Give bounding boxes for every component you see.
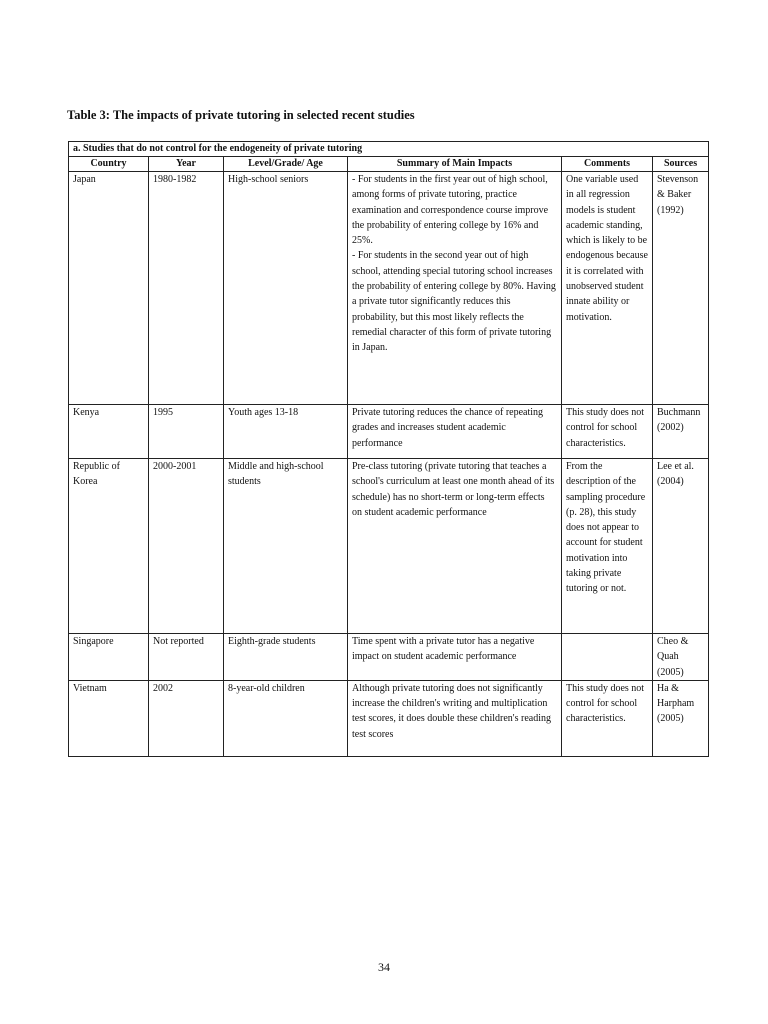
cell-country: Singapore	[69, 634, 149, 681]
cell-year: 2002	[149, 680, 224, 756]
summary-paragraph: - For students in the second year out of high school, attending special tutoring school increases the probability of entering college by 80%. Having a private tutor significantly reduces this probability, but this most likely reflects the remedial character of this form of private tutoring in Japan.	[352, 250, 556, 354]
summary-paragraph: - For students in the first year out of high school, among forms of private tutoring, practice examination and correspondence course improve the probability of entering college by 16% and 25%.	[352, 174, 549, 247]
cell-level: 8-year-old children	[224, 680, 348, 756]
impacts-table	[68, 141, 709, 757]
cell-summary	[348, 405, 562, 459]
section-heading-row	[69, 142, 709, 157]
cell-country: Japan	[69, 172, 149, 405]
cell-level: Youth ages 13-18	[224, 405, 348, 459]
column-header-comments: Comments	[562, 157, 653, 172]
summary-paragraph: Although private tutoring does not significantly increase the children's writing and multiplication test scores, it does double these children's reading test scores	[352, 682, 551, 740]
cell-sources: Buchmann (2002)	[653, 405, 709, 459]
cell-summary	[348, 459, 562, 634]
table-row	[69, 405, 709, 459]
cell-summary	[348, 680, 562, 756]
summary-paragraph: Pre-class tutoring (private tutoring that teaches a school's curriculum at least one month ahead of its schedule) has no short-term or long-term effects on student academic performance	[352, 461, 555, 518]
cell-level: High-school seniors	[224, 172, 348, 405]
cell-summary	[348, 634, 562, 681]
cell-summary	[348, 172, 562, 405]
cell-comments	[562, 634, 653, 681]
summary-paragraph: Time spent with a private tutor has a negative impact on student academic performance	[352, 636, 535, 663]
column-header-summary: Summary of Main Impacts	[348, 157, 562, 172]
cell-level: Eighth-grade students	[224, 634, 348, 681]
column-header-row	[69, 157, 709, 172]
table-row	[69, 634, 709, 681]
column-header-country: Country	[69, 157, 149, 172]
cell-sources: Cheo & Quah (2005)	[653, 634, 709, 681]
cell-comments: This study does not control for school characteristics.	[562, 405, 653, 459]
cell-comments: One variable used in all regression models is student academic standing, which is likely to be endogenous because it is correlated with unobserved student innate ability or motivation.	[562, 172, 653, 405]
summary-paragraph: Private tutoring reduces the chance of repeating grades and increases student academic performance	[352, 407, 544, 449]
cell-country: Kenya	[69, 405, 149, 459]
table-row	[69, 680, 709, 756]
cell-sources: Ha & Harpham (2005)	[653, 680, 709, 756]
cell-year: 1980-1982	[149, 172, 224, 405]
cell-sources: Lee et al. (2004)	[653, 459, 709, 634]
cell-comments: This study does not control for school characteristics.	[562, 680, 653, 756]
cell-year: 1995	[149, 405, 224, 459]
cell-comments: From the description of the sampling procedure (p. 28), this study does not appear to account for student motivation into taking private tutoring or not.	[562, 459, 653, 634]
cell-country: Vietnam	[69, 680, 149, 756]
cell-year: 2000-2001	[149, 459, 224, 634]
page-number: 34	[378, 960, 390, 974]
table-row	[69, 172, 709, 405]
column-header-year: Year	[149, 157, 224, 172]
cell-sources: Stevenson & Baker (1992)	[653, 172, 709, 405]
cell-level: Middle and high-school students	[224, 459, 348, 634]
column-header-level: Level/Grade/ Age	[224, 157, 348, 172]
section-heading: a. Studies that do not control for the endogeneity of private tutoring	[69, 142, 709, 157]
cell-country: Republic of Korea	[69, 459, 149, 634]
column-header-sources: Sources	[653, 157, 709, 172]
table-row	[69, 459, 709, 634]
table-title: Table 3: The impacts of private tutoring in selected recent studies	[67, 108, 415, 122]
cell-year: Not reported	[149, 634, 224, 681]
